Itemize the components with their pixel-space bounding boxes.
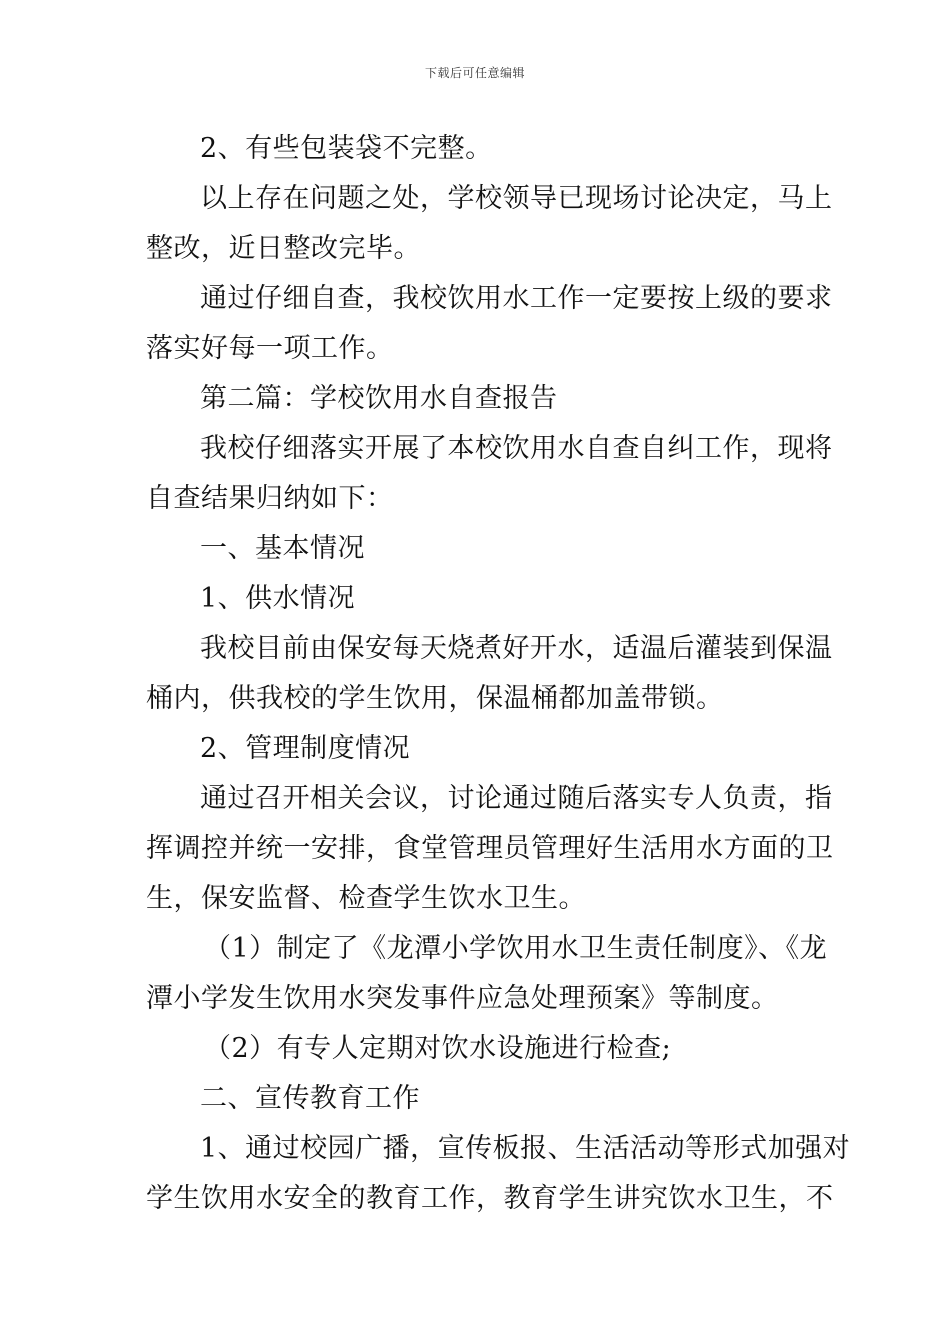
- paragraph-line: （2）有专人定期对饮水设施进行检查;: [204, 1033, 672, 1064]
- paragraph-line: 整改，近日整改完毕。: [146, 233, 421, 264]
- paragraph-line: 自查结果归纳如下：: [146, 483, 394, 514]
- paragraph-line: 我校目前由保安每天烧煮好开水，适温后灌装到保温: [200, 633, 833, 664]
- paragraph-line: （1）制定了《龙潭小学饮用水卫生责任制度》、《龙: [204, 933, 828, 964]
- page-header: 下载后可任意编辑: [424, 66, 525, 80]
- subsection-heading: 1、供水情况: [200, 583, 356, 614]
- paragraph-line: 潭小学发生饮用水突发事件应急处理预案》等制度。: [146, 983, 779, 1014]
- paragraph-line: 学生饮用水安全的教育工作，教育学生讲究饮水卫生，不: [146, 1183, 834, 1214]
- paragraph-line: 通过召开相关会议，讨论通过随后落实专人负责，指: [200, 783, 833, 814]
- section-heading: 二、宣传教育工作: [200, 1083, 420, 1114]
- subsection-heading: 2、管理制度情况: [200, 733, 411, 764]
- paragraph-line: 挥调控并统一安排，食堂管理员管理好生活用水方面的卫: [146, 833, 834, 864]
- paragraph-line: 生，保安监督、检查学生饮水卫生。: [146, 883, 586, 914]
- paragraph-line: 我校仔细落实开展了本校饮用水自查自纠工作，现将: [200, 433, 833, 464]
- paragraph-line: 以上存在问题之处，学校领导已现场讨论决定，马上: [200, 183, 833, 214]
- paragraph-line: 桶内，供我校的学生饮用，保温桶都加盖带锁。: [146, 683, 724, 714]
- paragraph-line: 通过仔细自查，我校饮用水工作一定要按上级的要求: [200, 283, 833, 314]
- document-body: [146, 124, 851, 1224]
- paragraph-line: 1、通过校园广播，宣传板报、生活活动等形式加强对: [200, 1133, 851, 1164]
- section-heading: 一、基本情况: [200, 533, 365, 564]
- paragraph-line: 2、有些包装袋不完整。: [200, 133, 493, 164]
- section-heading: 第二篇：学校饮用水自查报告: [200, 383, 558, 414]
- paragraph-line: 落实好每一项工作。: [146, 333, 394, 364]
